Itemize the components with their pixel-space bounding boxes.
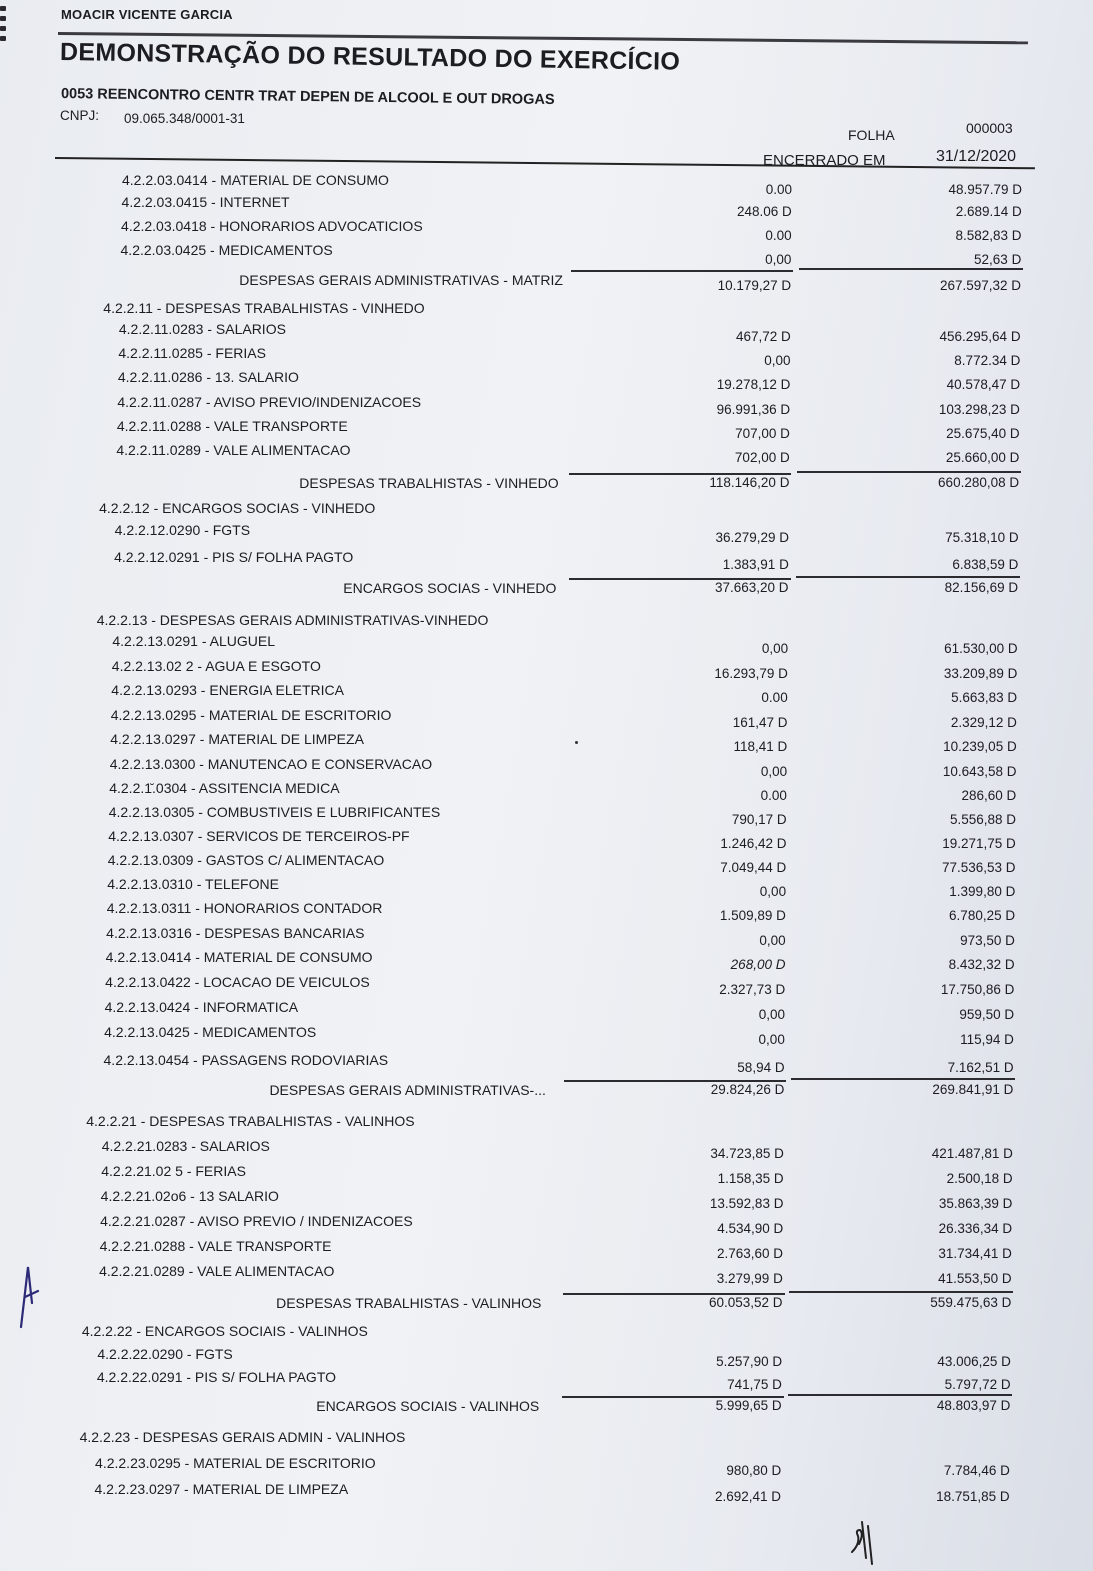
subtotal-rule xyxy=(789,1291,1013,1293)
table-row xyxy=(0,876,1093,899)
accumulated-value: 10.239,05 D xyxy=(943,739,1017,754)
period-value: 0,00 xyxy=(759,884,787,899)
accumulated-value: 18.751,85 D xyxy=(936,1489,1010,1504)
account-label: 4.2.2.21.0287 - AVISO PREVIO / INDENIZACOES xyxy=(100,1213,413,1229)
account-label: 4.2.2.21.0288 - VALE TRANSPORTE xyxy=(99,1238,332,1254)
period-value: 58,94 D xyxy=(737,1060,785,1075)
period-value: 0,00 xyxy=(761,641,789,656)
table-row xyxy=(0,1024,1093,1047)
period-value: 0,00 xyxy=(758,1007,786,1022)
subtotal-rule xyxy=(799,268,1023,270)
period-value: 467,72 D xyxy=(735,329,791,344)
binding-mark xyxy=(0,16,6,21)
period-value: 702,00 D xyxy=(734,450,790,465)
table-row xyxy=(0,394,1093,417)
account-label: 4.2.2.22.0290 - FGTS xyxy=(97,1346,233,1362)
period-value: 268,00 D xyxy=(730,957,786,972)
table-row xyxy=(0,345,1093,368)
account-label: 4.2.2.11.0285 - FERIAS xyxy=(118,345,266,361)
accumulated-value: 31.734,41 D xyxy=(938,1246,1012,1261)
account-label: 4.2.2.11.0286 - 13. SALARIO xyxy=(117,369,299,385)
account-label: 4.2.2.13.0305 - COMBUSTIVEIS E LUBRIFICANTES xyxy=(108,804,441,820)
subtotal-label: DESPESAS TRABALHISTAS - VALINHOS xyxy=(276,1295,542,1311)
account-group-row xyxy=(0,1113,1093,1133)
accumulated-value: 25.660,00 D xyxy=(945,450,1020,465)
account-label: 4.2.2.21.02o6 - 13 SALARIO xyxy=(100,1188,279,1204)
table-row xyxy=(0,925,1093,948)
period-value: 5.257,90 D xyxy=(716,1354,783,1369)
account-label: 4.2.2.21.02 5 - FERIAS xyxy=(101,1163,246,1179)
period-value: 10.179,27 D xyxy=(717,278,792,293)
account-label: 4.2.2.12.0290 - FGTS xyxy=(114,522,251,538)
table-row xyxy=(0,194,1093,219)
accumulated-value: 77.536,53 D xyxy=(942,860,1016,875)
subtotal-rule xyxy=(796,576,1020,578)
group-label: 4.2.2.23 - DESPESAS GERAIS ADMIN - VALINHOS xyxy=(79,1429,406,1445)
accumulated-value: 5.663,83 D xyxy=(951,690,1018,705)
accumulated-value: 8.432,32 D xyxy=(948,957,1015,972)
table-row xyxy=(0,1238,1093,1261)
table-row xyxy=(0,949,1093,972)
period-value: 0.00 xyxy=(765,182,792,197)
period-value: 0,00 xyxy=(765,252,792,267)
table-row xyxy=(0,522,1093,545)
subtotal-row xyxy=(0,580,1093,600)
account-label: 4.2.2.13.0414 - MATERIAL DE CONSUMO xyxy=(105,949,373,965)
accumulated-value: 660.280,08 D xyxy=(938,475,1020,490)
period-value: 0.00 xyxy=(760,788,787,803)
accumulated-value: 7.162,51 D xyxy=(947,1060,1014,1075)
accumulated-value: 6.838,59 D xyxy=(952,557,1019,572)
table-row xyxy=(0,442,1093,465)
accumulated-value: 52,63 D xyxy=(974,252,1022,267)
period-value: 707,00 D xyxy=(735,426,790,441)
table-row xyxy=(0,1481,1093,1504)
table-row xyxy=(0,1369,1093,1392)
period-value: 7.049,44 D xyxy=(720,860,787,875)
period-value: 0,00 xyxy=(764,353,791,368)
accumulated-value: 1.399,80 D xyxy=(949,884,1016,899)
folha-label: FOLHA xyxy=(848,127,895,143)
account-label: 4.2.2.13.0454 - PASSAGENS RODOVIARIAS xyxy=(103,1052,389,1068)
account-label: 4.2.2.13.0310 - TELEFONE xyxy=(107,876,279,892)
period-value: 0,00 xyxy=(758,1032,785,1047)
period-value: 34.723,85 D xyxy=(710,1146,784,1161)
accumulated-value: 421.487,81 D xyxy=(931,1146,1013,1161)
binding-mark xyxy=(0,6,6,11)
period-value: 36.279,29 D xyxy=(715,530,790,545)
subtotal-label: ENCARGOS SOCIAIS - VALINHOS xyxy=(316,1398,540,1414)
account-label: 4.2.2.13.0422 - LOCACAO DE VEICULOS xyxy=(105,974,370,990)
period-value: 29.824,26 D xyxy=(710,1082,785,1097)
subtotal-row xyxy=(0,1295,1093,1315)
account-label: 4.2.2.13.0295 - MATERIAL DE ESCRITORIO xyxy=(110,707,392,723)
account-label: 4.2.2.21.0283 - SALARIOS xyxy=(101,1138,270,1154)
subtotal-rule xyxy=(569,578,791,580)
accumulated-value: 559.475,63 D xyxy=(930,1295,1012,1310)
table-row xyxy=(0,418,1093,441)
table-row xyxy=(0,658,1093,681)
handwritten-signature xyxy=(840,1500,900,1570)
table-row xyxy=(0,1163,1093,1186)
closing-date-value: 31/12/2020 xyxy=(936,148,1017,165)
accumulated-value: 75.318,10 D xyxy=(945,530,1019,545)
group-label: 4.2.2.22 - ENCARGOS SOCIAIS - VALINHOS xyxy=(81,1323,368,1339)
accumulated-value: 959,50 D xyxy=(959,1007,1015,1022)
table-row xyxy=(0,218,1093,243)
accumulated-value: 25.675,40 D xyxy=(946,426,1020,441)
account-label: 4.2.2.11.0288 - VALE TRANSPORTE xyxy=(116,418,348,434)
period-value: 1.509,89 D xyxy=(719,908,786,923)
accumulated-value: 48.957.79 D xyxy=(948,182,1022,197)
subtotal-rule xyxy=(569,473,791,475)
cnpj-label: CNPJ: xyxy=(60,108,100,123)
account-label: 4.2.2.13.0300 - MANUTENCAO E CONSERVACAO xyxy=(109,756,433,772)
table-row xyxy=(0,852,1093,875)
account-label: 4.2.2.03.0415 - INTERNET xyxy=(121,194,290,210)
account-label: 4.2.2.11.0283 - SALARIOS xyxy=(118,321,286,337)
account-label: 4.2.2.13.0424 - INFORMATICA xyxy=(104,999,299,1015)
period-value: 790,17 D xyxy=(731,812,787,827)
period-value: 96.991,36 D xyxy=(716,402,791,417)
period-value: 1.158,35 D xyxy=(717,1171,784,1186)
accumulated-value: 8.772.34 D xyxy=(954,353,1021,368)
table-row xyxy=(0,1346,1093,1369)
account-label: 4.2.2.13.0291 - ALUGUEL xyxy=(112,633,275,649)
table-row xyxy=(0,780,1093,803)
table-row xyxy=(0,682,1093,705)
accumulated-value: 82.156,69 D xyxy=(944,580,1019,595)
period-value: 980,80 D xyxy=(726,1463,782,1478)
folha-value: 000003 xyxy=(966,120,1013,136)
period-value: 60.053,52 D xyxy=(709,1295,783,1310)
subtotal-rule xyxy=(563,1293,785,1295)
accumulated-value: 2.500,18 D xyxy=(946,1171,1013,1186)
subtotal-rule xyxy=(788,1394,1012,1396)
accumulated-value: 115,94 D xyxy=(960,1032,1014,1047)
period-value: 741,75 D xyxy=(727,1377,782,1392)
period-value: 0.00 xyxy=(761,690,788,705)
period-value: 118,41 D xyxy=(733,739,788,754)
subtotal-label: DESPESAS TRABALHISTAS - VINHEDO xyxy=(299,475,559,491)
accumulated-value: 2.329,12 D xyxy=(950,715,1017,730)
period-value: 19.278,12 D xyxy=(716,377,791,392)
account-label: 4.2.2.03.0418 - HONORARIOS ADVOCATICIOS xyxy=(121,218,423,234)
handwritten-initial-mark xyxy=(8,1255,48,1335)
accumulated-value: 7.784,46 D xyxy=(943,1463,1010,1478)
period-value: 2.692,41 D xyxy=(714,1489,781,1504)
subtotal-label: DESPESAS GERAIS ADMINISTRATIVAS-... xyxy=(269,1082,546,1098)
period-value: 161,47 D xyxy=(732,715,788,730)
period-value: 37.663,20 D xyxy=(715,580,789,595)
accumulated-value: 35.863,39 D xyxy=(938,1196,1013,1211)
binding-mark xyxy=(0,36,6,41)
group-label: 4.2.2.11 - DESPESAS TRABALHISTAS - VINHEDO xyxy=(103,300,425,316)
account-label: 4.2.2.21.0289 - VALE ALIMENTACAO xyxy=(99,1263,335,1279)
account-label: 4.2.2.13.0297 - MATERIAL DE LIMPEZA xyxy=(110,731,364,747)
period-value: 5.999,65 D xyxy=(715,1398,782,1413)
accumulated-value: 40.578,47 D xyxy=(946,377,1021,392)
cnpj-value: 09.065.348/0001-31 xyxy=(124,111,245,126)
period-value: 13.592,83 D xyxy=(709,1196,784,1211)
period-value: 16.293,79 D xyxy=(714,666,788,681)
subtotal-row xyxy=(0,1398,1093,1418)
account-group-row xyxy=(0,300,1093,320)
period-value: 248.06 D xyxy=(737,204,792,219)
subtotal-row xyxy=(0,1082,1093,1102)
accumulated-value: 48.803,97 D xyxy=(936,1398,1011,1413)
subtotal-label: DESPESAS GERAIS ADMINISTRATIVAS - MATRIZ xyxy=(239,272,563,288)
period-value: 0.00 xyxy=(765,228,792,243)
period-value: 3.279,99 D xyxy=(716,1271,783,1286)
table-row xyxy=(0,974,1093,997)
account-label: 4.2.2.03.0414 - MATERIAL DE CONSUMO xyxy=(122,172,389,188)
accumulated-value: 19.271,75 D xyxy=(942,836,1016,851)
period-value: 2.327,73 D xyxy=(719,982,786,997)
accumulated-value: 286,60 D xyxy=(961,788,1017,803)
period-value: 2.763,60 D xyxy=(716,1246,784,1261)
account-label: 4.2.2.12.0291 - PIS S/ FOLHA PAGTO xyxy=(114,549,354,565)
accumulated-value: 43.006,25 D xyxy=(937,1354,1011,1369)
account-group-row xyxy=(0,1429,1093,1449)
subtotal-rule xyxy=(791,1078,1015,1080)
table-row xyxy=(0,756,1093,779)
period-value: 4.534,90 D xyxy=(717,1221,784,1236)
table-row xyxy=(0,549,1093,572)
group-label: 4.2.2.13 - DESPESAS GERAIS ADMINISTRATIVAS-VINHEDO xyxy=(96,612,489,628)
accumulated-value: 973,50 D xyxy=(960,933,1015,948)
period-value: 0,00 xyxy=(760,764,788,779)
table-row xyxy=(0,828,1093,851)
speck xyxy=(575,741,578,744)
table-row xyxy=(0,999,1093,1022)
group-label: 4.2.2.21 - DESPESAS TRABALHISTAS - VALINHOS xyxy=(86,1113,415,1129)
table-row xyxy=(0,242,1093,267)
period-value: 118.146,20 D xyxy=(709,475,790,490)
account-label: 4.2.2.13.0293 - ENERGIA ELETRICA xyxy=(111,682,344,698)
account-group-row xyxy=(0,1323,1093,1343)
account-label: 4.2.2.23.0297 - MATERIAL DE LIMPEZA xyxy=(94,1481,349,1497)
account-label: 4.2.2.11.0287 - AVISO PREVIO/INDENIZACOES xyxy=(117,394,422,410)
owner-name: MOACIR VICENTE GARCIA xyxy=(61,7,233,22)
accumulated-value: 26.336,34 D xyxy=(938,1221,1013,1236)
subtotal-row xyxy=(0,272,1093,292)
account-label: 4.2.2.13.02 2 - AGUA E ESGOTO xyxy=(111,658,321,674)
account-label: 4.2.2.13.0307 - SERVICOS DE TERCEIROS-PF xyxy=(108,828,410,844)
table-row xyxy=(0,804,1093,827)
account-label: 4.2.2.03.0425 - MEDICAMENTOS xyxy=(120,242,333,258)
accumulated-value: 61.530,00 D xyxy=(944,641,1018,656)
account-label: 4.2.2.11.0289 - VALE ALIMENTACAO xyxy=(116,442,351,458)
company-name: 0053 REENCONTRO CENTR TRAT DEPEN DE ALCOOL E OUT DROGAS xyxy=(60,86,555,109)
table-row xyxy=(0,1138,1093,1161)
accumulated-value: 8.582,83 D xyxy=(955,228,1022,243)
subtotal-rule xyxy=(564,1080,786,1082)
page-title: DEMONSTRAÇÃO DO RESULTADO DO EXERCÍCIO xyxy=(59,38,681,76)
table-row xyxy=(0,1188,1093,1211)
accumulated-value: 33.209,89 D xyxy=(943,666,1018,681)
table-top-divider xyxy=(55,157,1035,169)
account-label: 4.2.2.22.0291 - PIS S/ FOLHA PAGTO xyxy=(96,1369,337,1385)
subtotal-label: ENCARGOS SOCIAS - VINHEDO xyxy=(343,580,557,596)
account-label: 4.2.2.13.0316 - DESPESAS BANCARIAS xyxy=(106,925,365,941)
subtotal-rule xyxy=(571,270,793,272)
table-row xyxy=(0,731,1093,754)
accumulated-value: 267.597,32 D xyxy=(939,278,1022,293)
table-row xyxy=(0,369,1093,392)
table-row xyxy=(0,707,1093,730)
table-row xyxy=(0,900,1093,923)
table-row xyxy=(0,1263,1093,1286)
accumulated-value: 456.295,64 D xyxy=(939,329,1021,344)
period-value: 1.383,91 D xyxy=(722,557,789,572)
accumulated-value: 103.298,23 D xyxy=(938,402,1020,417)
group-label: 4.2.2.12 - ENCARGOS SOCIAS - VINHEDO xyxy=(99,500,376,516)
account-group-row xyxy=(0,500,1093,520)
accumulated-value: 17.750,86 D xyxy=(940,982,1015,997)
table-row xyxy=(0,172,1093,197)
account-label: 4.2.2.13.0309 - GASTOS C/ ALIMENTACAO xyxy=(107,852,385,868)
accumulated-value: 269.841,91 D xyxy=(932,1082,1014,1097)
table-row xyxy=(0,1455,1093,1478)
subtotal-row xyxy=(0,475,1093,495)
account-group-row xyxy=(0,612,1093,632)
period-value: 0,00 xyxy=(759,933,786,948)
binding-mark xyxy=(0,26,6,31)
period-value: 1.246,42 D xyxy=(720,836,787,851)
accumulated-value: 5.556,88 D xyxy=(949,812,1017,827)
account-label: 4.2.2.23.0295 - MATERIAL DE ESCRITORIO xyxy=(95,1455,376,1471)
closing-date-label: ENCERRADO EM xyxy=(763,152,886,169)
accumulated-value: 41.553,50 D xyxy=(938,1271,1012,1286)
account-label: 4.2.2.1̆.0304 - ASSITENCIA MEDICA xyxy=(109,780,340,796)
accumulated-value: 2.689.14 D xyxy=(955,204,1022,219)
accumulated-value: 6.780,25 D xyxy=(949,908,1016,923)
table-row xyxy=(0,1213,1093,1236)
table-row xyxy=(0,1052,1093,1075)
account-label: 4.2.2.13.0311 - HONORARIOS CONTADOR xyxy=(106,900,383,916)
subtotal-rule xyxy=(562,1396,784,1398)
table-row xyxy=(0,633,1093,656)
table-row xyxy=(0,321,1093,344)
accumulated-value: 10.643,58 D xyxy=(942,764,1017,779)
subtotal-rule xyxy=(797,471,1021,473)
account-label: 4.2.2.13.0425 - MEDICAMENTOS xyxy=(104,1024,317,1040)
accumulated-value: 5.797,72 D xyxy=(944,1377,1011,1392)
